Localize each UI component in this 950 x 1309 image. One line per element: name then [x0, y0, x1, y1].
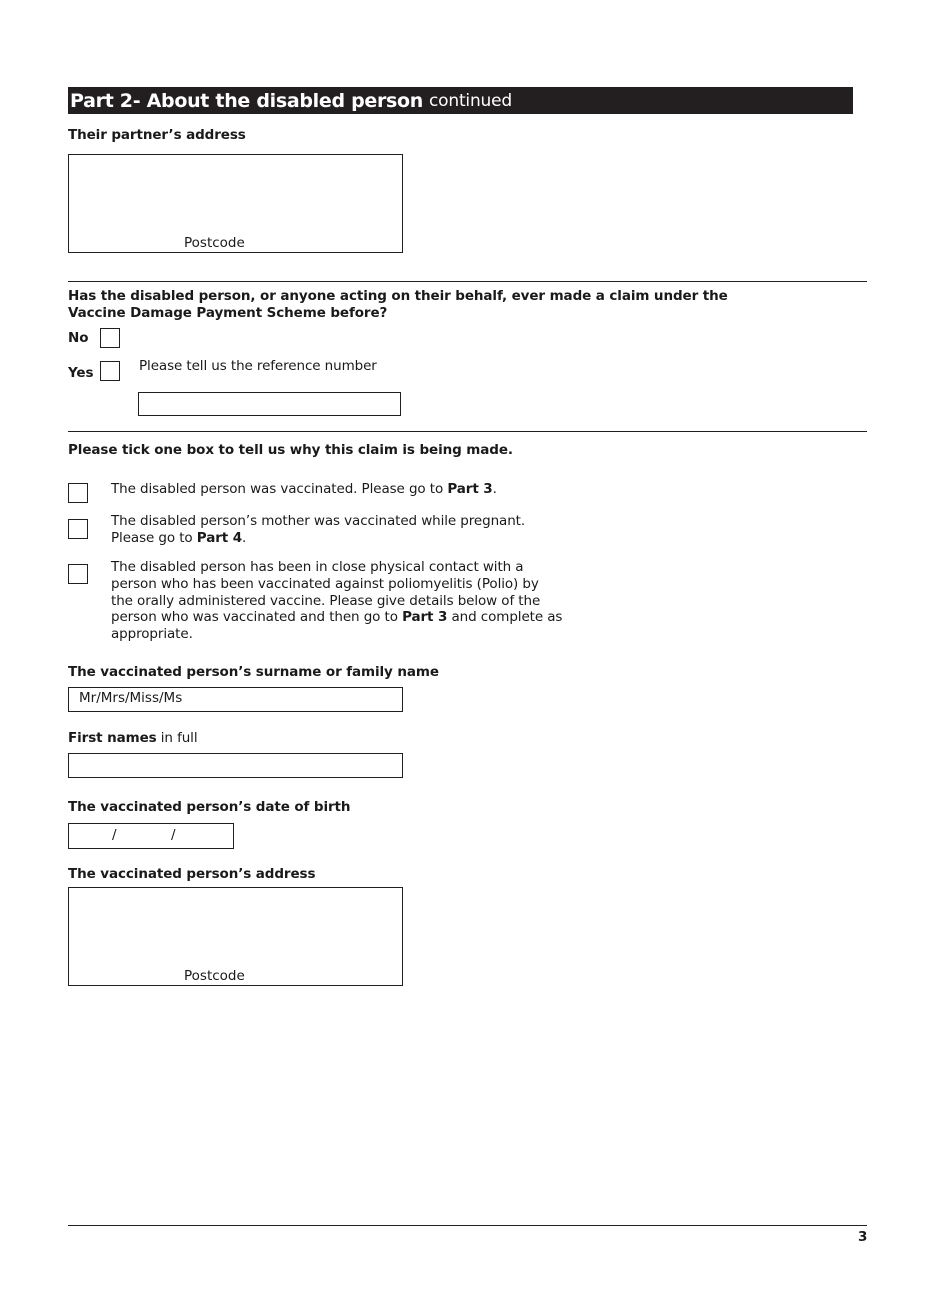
reference-number-prompt: Please tell us the reference number	[139, 358, 377, 374]
partner-address-label: Their partner’s address	[68, 127, 246, 143]
vaccinated-address-field[interactable]	[68, 887, 403, 986]
first-names-input[interactable]	[68, 753, 403, 778]
date-separator: /	[112, 827, 117, 843]
divider	[68, 281, 867, 282]
reason-contact-checkbox[interactable]	[68, 564, 88, 584]
reason-mother-checkbox[interactable]	[68, 519, 88, 539]
reason-contact-text: The disabled person has been in close physical contact with a person who has been vaccinated against poliomyelitis (Polio) by the orally administered vaccine. Please give details below of the person who was vaccinated and then go to Part 3 and complete as appropriate.	[111, 559, 563, 643]
no-checkbox[interactable]	[100, 328, 120, 348]
vaccinated-address-label: The vaccinated person’s address	[68, 866, 316, 882]
date-separator: /	[171, 827, 176, 843]
reason-mother-text: The disabled person’s mother was vaccinated while pregnant. Please go to Part 4.	[111, 513, 526, 546]
partner-address-field[interactable]	[68, 154, 403, 253]
section-header	[68, 87, 853, 114]
vdps-question-line1: Has the disabled person, or anyone acting on their behalf, ever made a claim under the	[68, 288, 728, 304]
vaccinated-dob-label: The vaccinated person’s date of birth	[68, 799, 351, 815]
reason-label: Please tick one box to tell us why this claim is being made.	[68, 442, 513, 458]
reason-vaccinated-text: The disabled person was vaccinated. Please go to Part 3.	[111, 481, 497, 497]
title-prefill: Mr/Mrs/Miss/Ms	[79, 690, 183, 706]
vaccinated-surname-label: The vaccinated person’s surname or family name	[68, 664, 439, 680]
reference-number-input[interactable]	[138, 392, 401, 416]
partner-postcode-label: Postcode	[184, 235, 245, 251]
vaccinated-surname-input[interactable]	[68, 687, 403, 712]
vdps-question-line2: Vaccine Damage Payment Scheme before?	[68, 305, 388, 321]
yes-checkbox[interactable]	[100, 361, 120, 381]
first-names-label: First names in full	[68, 730, 198, 746]
section-title-continued: continued	[429, 90, 512, 111]
vaccinated-postcode-label: Postcode	[184, 968, 245, 984]
yes-label: Yes	[68, 365, 94, 381]
no-label: No	[68, 330, 89, 346]
footer-divider	[68, 1225, 867, 1226]
reason-vaccinated-checkbox[interactable]	[68, 483, 88, 503]
page-number: 3	[858, 1229, 868, 1245]
divider	[68, 431, 867, 432]
vaccinated-dob-input[interactable]	[68, 823, 234, 849]
section-title: Part 2- About the disabled person	[70, 89, 424, 112]
